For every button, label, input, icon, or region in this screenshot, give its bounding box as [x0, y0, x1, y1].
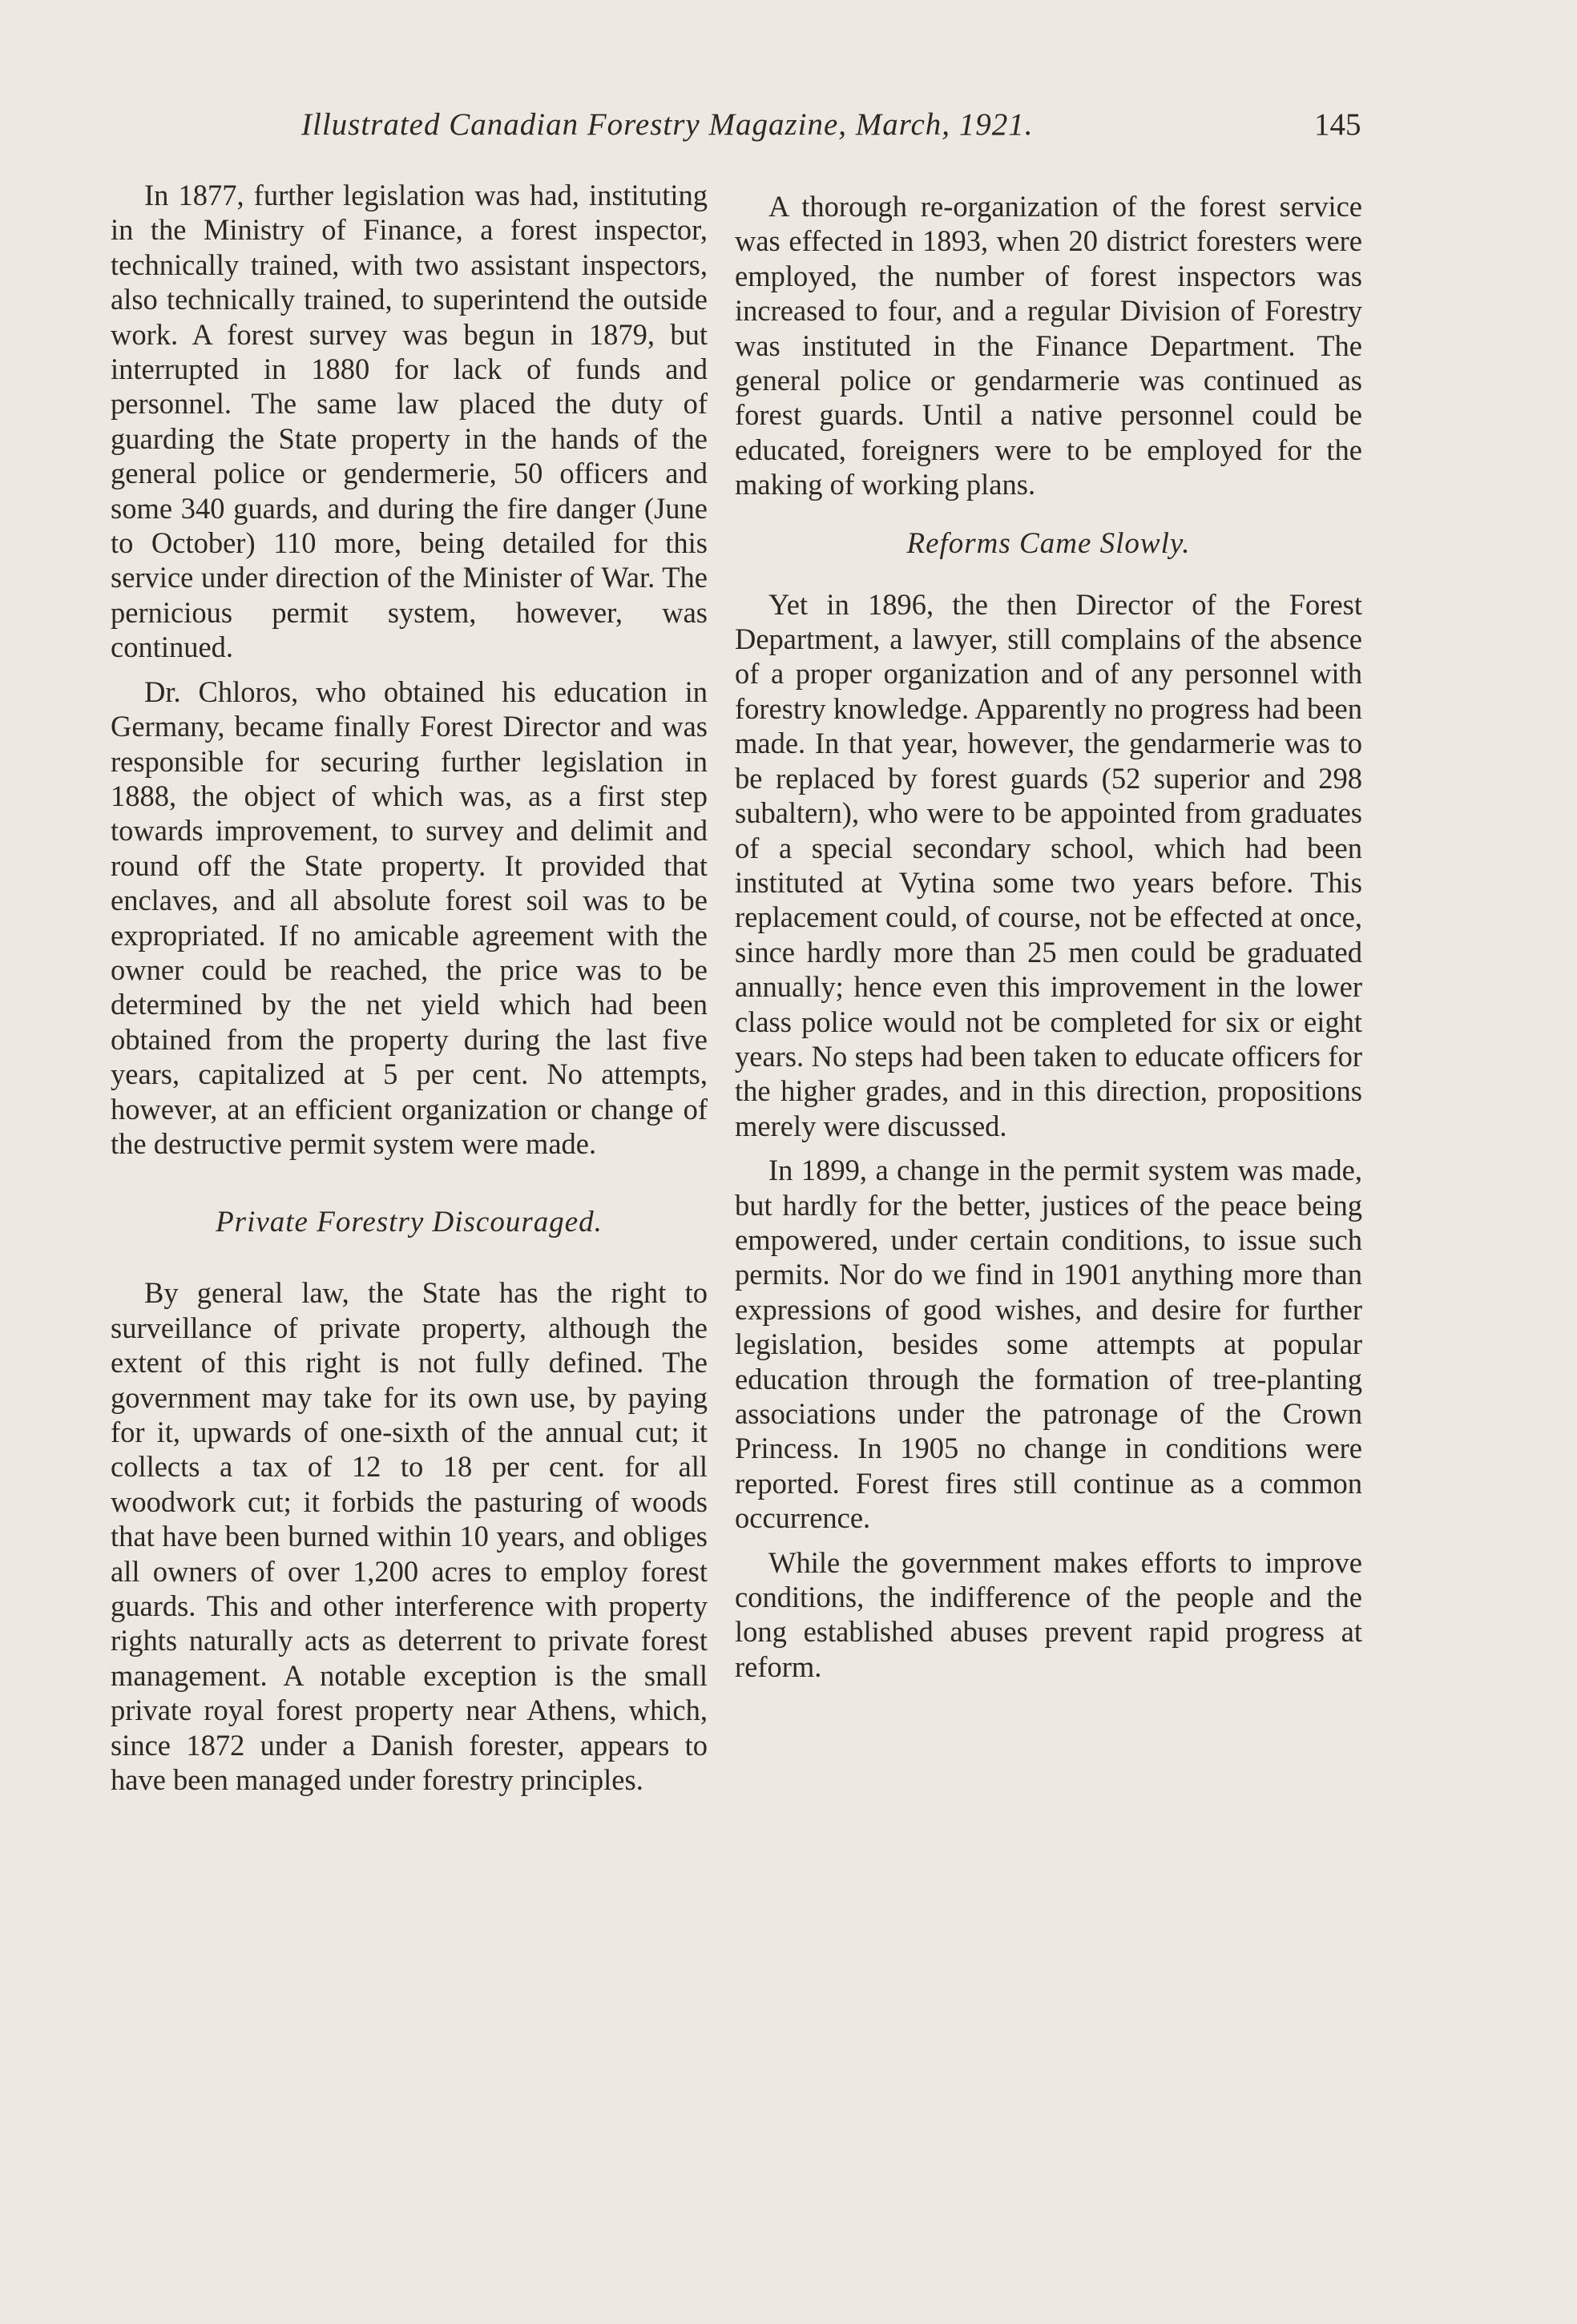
running-head: Illustrated Canadian Forestry Magazine, March, 1921. — [301, 107, 1034, 142]
paragraph-in-1899: In 1899, a change in the permit system was made, but hardly for the better, justices of the peace being empowered, under certain conditions, to issue such permits. Nor do we find in 1901 anything more than expressions of good wishes, and desire for further legislation, besides some attempts at popular education through the formation of tree-planting associations under the patronage of the Crown Princess. In 1905 no change in conditions were reported. Forest fires still continue as a common occurrence. — [735, 1154, 1362, 1535]
paragraph-legislation-1877: In 1877, further legislation was had, instituting in the Ministry of Finance, a forest inspector, technically trained, with two assistant inspectors, also technically trained, to superintend the outside work. A forest survey was begun in 1879, but interrupted in 1880 for lack of funds and personnel. The same law placed the duty of guarding the State property in the hands of the general police or gendermerie, 50 officers and some 340 guards, and during the fire danger (June to October) 110 more, being detailed for this service under direction of the Minister of War. The pernicious permit system, however, was continued. — [111, 179, 708, 664]
paragraph-while-government: While the government makes efforts to improve conditions, the indifference of the people and the long established abuses prevent rapid progress at reform. — [735, 1545, 1362, 1683]
subheading-reforms: Reforms Came Slowly. — [906, 526, 1191, 560]
subheading-private-forestry: Private Forestry Discouraged. — [216, 1206, 603, 1239]
paragraph-dr-chloros: Dr. Chloros, who obtained his education in Germany, became finally Forest Director and was responsible for securing further legislation in 1888, the object of which was, as a first step towards improvement, to survey and delimit and round off the State property. It provided that enclaves, and all absolute forest soil was to be expropriated. If no amicable agreement with the owner could be reached, the price was to be determined by the net yield which had been obtained from the property during the last five years, capitalized at 5 per cent. No attempts, however, at an efficient organization or change of the destructive permit system were made. — [111, 675, 708, 1160]
paragraph-general-law: By general law, the State has the right to surveillance of private property, although the extent of this right is not fully defined. The government may take for its own use, by paying for it, upwards of one-sixth of the annual cut; it collects a tax of 12 to 18 per cent. for all woodwork cut; it forbids the pasturing of woods that have been burned within 10 years, and obliges all owners of over 1,200 acres to employ forest guards. This and other interference with property rights naturally acts as deterrent to private forest management. A notable exception is the small private royal forest property near Athens, which, since 1872 under a Danish forester, appears to have been managed under forestry principles. — [111, 1276, 708, 1797]
page-number: 145 — [1314, 107, 1361, 142]
left-column — [111, 178, 708, 1797]
paragraph-reorganization-1893: A thorough re-organization of the forest service was effected in 1893, when 20 district foresters were employed, the number of forest inspectors was increased to four, and a regular Division of Forestry was instituted in the Finance Department. The general police or gendarmerie was continued as forest guards. Until a native personnel could be educated, foreigners were to be employed for the making of working plans. — [735, 190, 1362, 501]
right-column — [735, 189, 1362, 1684]
paragraph-yet-in-1896: Yet in 1896, the then Director of the Forest Department, a lawyer, still complains of the absence of a proper organization and of any personnel with forestry knowledge. Apparently no progress had been made. In that year, however, the gendarmerie was to be replaced by forest guards (52 superior and 298 subaltern), who were to be appointed from graduates of a special secondary school, which had been instituted at Vytina some two years before. This replacement could, of course, not be effected at once, since hardly more than 25 men could be graduated annually; hence even this improvement in the lower class police would not be completed for six or eight years. No steps had been taken to educate officers for the higher grades, and in this direction, propositions merely were discussed. — [735, 587, 1362, 1142]
